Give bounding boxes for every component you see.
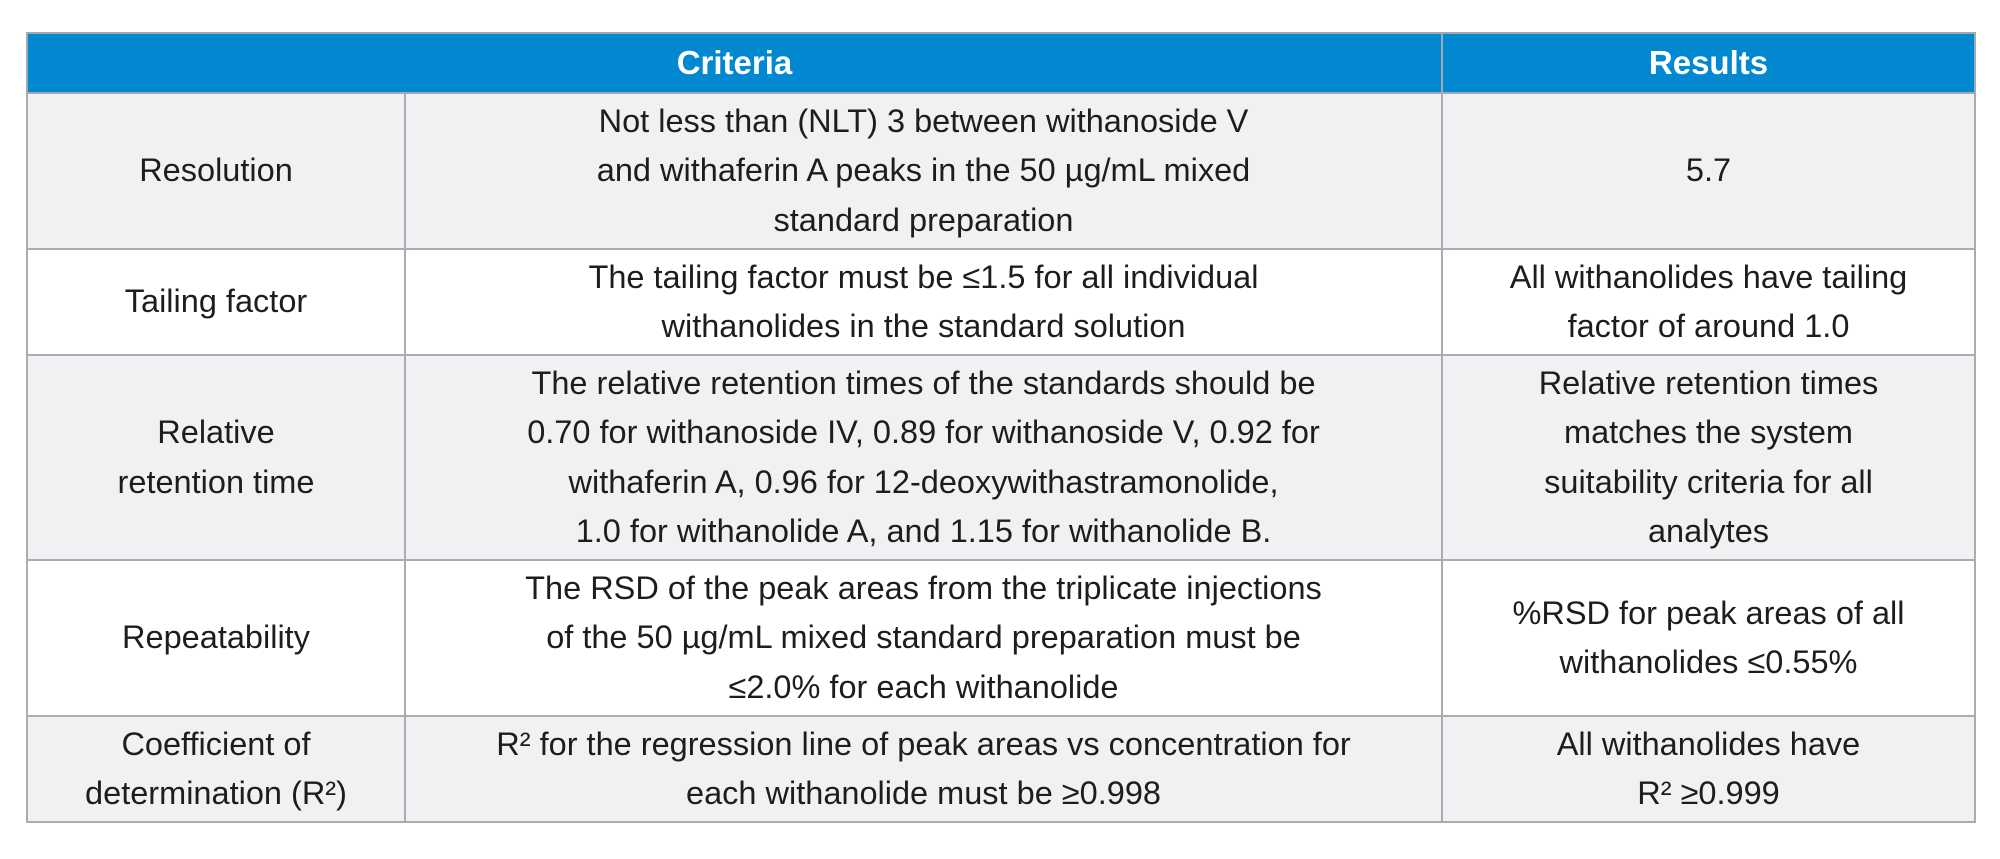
table-row-tailing-factor: [27, 249, 1975, 355]
result-cell: All withanolides have tailing factor of around 1.0: [1442, 249, 1975, 355]
result-cell: Relative retention times matches the system suitability criteria for all analytes: [1442, 355, 1975, 560]
table-row-coefficient-of-determination: [27, 716, 1975, 822]
result-cell: %RSD for peak areas of all withanolides ≤0.55%: [1442, 560, 1975, 716]
criteria-cell: The RSD of the peak areas from the triplicate injections of the 50 µg/mL mixed standard preparation must be ≤2.0% for each withanolide: [405, 560, 1442, 716]
parameter-cell: Repeatability: [27, 560, 405, 716]
header-row: [27, 33, 1975, 93]
system-suitability-table: [26, 32, 1976, 823]
result-cell: 5.7: [1442, 93, 1975, 249]
parameter-cell: Coefficient of determination (R²): [27, 716, 405, 822]
header-criteria: Criteria: [27, 33, 1442, 93]
criteria-cell: The tailing factor must be ≤1.5 for all individual withanolides in the standard solution: [405, 249, 1442, 355]
table-row-repeatability: [27, 560, 1975, 716]
parameter-cell: Relative retention time: [27, 355, 405, 560]
criteria-cell: Not less than (NLT) 3 between withanoside V and withaferin A peaks in the 50 µg/mL mixed standard preparation: [405, 93, 1442, 249]
parameter-cell: Tailing factor: [27, 249, 405, 355]
result-cell: All withanolides have R² ≥0.999: [1442, 716, 1975, 822]
header-results: Results: [1442, 33, 1975, 93]
table-row-resolution: [27, 93, 1975, 249]
criteria-cell: The relative retention times of the standards should be 0.70 for withanoside IV, 0.89 for withanoside V, 0.92 for withaferin A, 0.96 for 12-deoxywithastramonolide, 1.0 for withanolide A, and 1.15 for withanolide B.: [405, 355, 1442, 560]
table-row-relative-retention-time: [27, 355, 1975, 560]
parameter-cell: Resolution: [27, 93, 405, 249]
criteria-cell: R² for the regression line of peak areas vs concentration for each withanolide must be ≥0.998: [405, 716, 1442, 822]
